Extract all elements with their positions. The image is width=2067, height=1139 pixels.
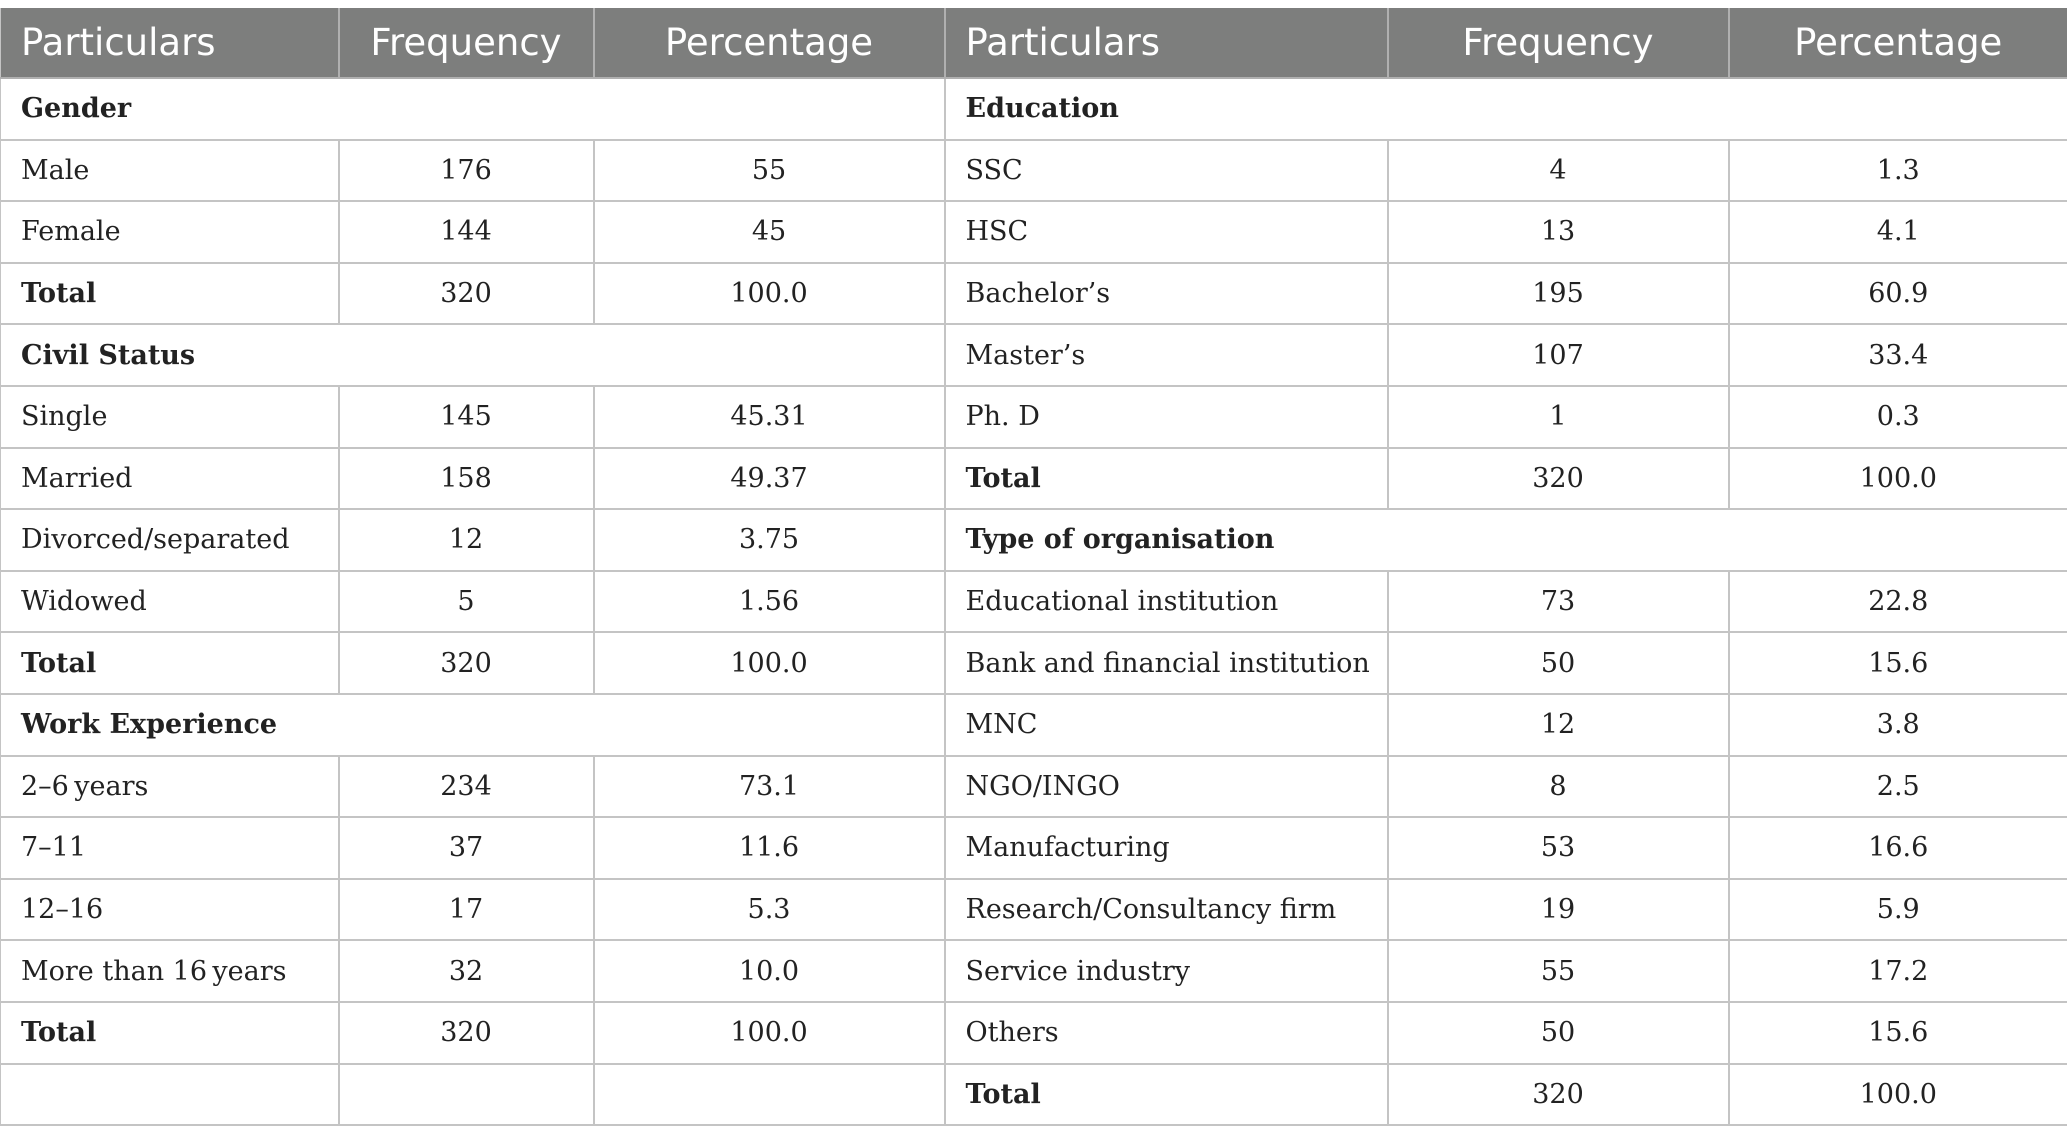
table-row: [1, 448, 2067, 510]
left-empty-cell: [594, 1064, 945, 1126]
header-particulars-right: Particulars: [945, 8, 1388, 78]
left-percentage-cell: 3.75: [594, 509, 945, 571]
right-frequency-cell: 13: [1388, 201, 1729, 263]
left-label-cell: Total: [1, 1002, 339, 1064]
left-label-cell: Total: [1, 632, 339, 694]
left-percentage-cell: 55: [594, 140, 945, 202]
table-row: [1, 386, 2067, 448]
left-frequency-cell: 144: [339, 201, 594, 263]
right-percentage-cell: 16.6: [1729, 817, 2067, 879]
right-percentage-cell: 15.6: [1729, 1002, 2067, 1064]
right-percentage-cell: 15.6: [1729, 632, 2067, 694]
right-frequency-cell: 73: [1388, 571, 1729, 633]
left-section-heading: Work Experience: [1, 694, 945, 756]
left-percentage-cell: 49.37: [594, 448, 945, 510]
right-percentage-cell: 60.9: [1729, 263, 2067, 325]
right-percentage-cell: 100.0: [1729, 448, 2067, 510]
left-frequency-cell: 12: [339, 509, 594, 571]
left-percentage-cell: 100.0: [594, 1002, 945, 1064]
right-label-cell: NGO/INGO: [945, 756, 1388, 818]
right-label-cell: Educational institution: [945, 571, 1388, 633]
right-label-cell: Bank and financial institution: [945, 632, 1388, 694]
left-frequency-cell: 145: [339, 386, 594, 448]
right-percentage-cell: 3.8: [1729, 694, 2067, 756]
left-label-cell: Single: [1, 386, 339, 448]
table-row: [1, 263, 2067, 325]
table-row: [1, 1064, 2067, 1126]
right-label-cell: Total: [945, 448, 1388, 510]
table-row: [1, 940, 2067, 1002]
left-label-cell: Married: [1, 448, 339, 510]
left-empty-cell: [1, 1064, 339, 1126]
right-frequency-cell: 195: [1388, 263, 1729, 325]
left-label-cell: 12–16: [1, 879, 339, 941]
right-label-cell: Master’s: [945, 324, 1388, 386]
left-label-cell: Total: [1, 263, 339, 325]
table-row: [1, 324, 2067, 386]
right-percentage-cell: 100.0: [1729, 1064, 2067, 1126]
header-particulars-left: Particulars: [1, 8, 339, 78]
right-frequency-cell: 55: [1388, 940, 1729, 1002]
header-frequency-left: Frequency: [339, 8, 594, 78]
header-percentage-left: Percentage: [594, 8, 945, 78]
right-frequency-cell: 4: [1388, 140, 1729, 202]
header-frequency-right: Frequency: [1388, 8, 1729, 78]
header-percentage-right: Percentage: [1729, 8, 2067, 78]
left-label-cell: Widowed: [1, 571, 339, 633]
table-row: [1, 201, 2067, 263]
right-label-cell: Bachelor’s: [945, 263, 1388, 325]
left-percentage-cell: 1.56: [594, 571, 945, 633]
left-label-cell: 7–11: [1, 817, 339, 879]
right-frequency-cell: 320: [1388, 1064, 1729, 1126]
demographics-table: [0, 8, 2067, 1126]
left-label-cell: More than 16 years: [1, 940, 339, 1002]
right-label-cell: Total: [945, 1064, 1388, 1126]
left-percentage-cell: 10.0: [594, 940, 945, 1002]
left-frequency-cell: 5: [339, 571, 594, 633]
right-percentage-cell: 22.8: [1729, 571, 2067, 633]
table-row: [1, 879, 2067, 941]
table-row: [1, 817, 2067, 879]
left-percentage-cell: 11.6: [594, 817, 945, 879]
right-label-cell: SSC: [945, 140, 1388, 202]
left-frequency-cell: 320: [339, 632, 594, 694]
table-row: [1, 78, 2067, 140]
right-frequency-cell: 53: [1388, 817, 1729, 879]
right-frequency-cell: 50: [1388, 632, 1729, 694]
table-row: [1, 1002, 2067, 1064]
right-percentage-cell: 0.3: [1729, 386, 2067, 448]
right-percentage-cell: 17.2: [1729, 940, 2067, 1002]
right-frequency-cell: 12: [1388, 694, 1729, 756]
table-row: [1, 694, 2067, 756]
right-section-heading: Education: [945, 78, 2067, 140]
left-empty-cell: [339, 1064, 594, 1126]
right-frequency-cell: 8: [1388, 756, 1729, 818]
left-label-cell: Male: [1, 140, 339, 202]
right-percentage-cell: 1.3: [1729, 140, 2067, 202]
left-section-heading: Gender: [1, 78, 945, 140]
left-percentage-cell: 100.0: [594, 263, 945, 325]
left-frequency-cell: 234: [339, 756, 594, 818]
left-percentage-cell: 100.0: [594, 632, 945, 694]
left-percentage-cell: 73.1: [594, 756, 945, 818]
left-frequency-cell: 32: [339, 940, 594, 1002]
table-row: [1, 140, 2067, 202]
left-label-cell: Divorced/separated: [1, 509, 339, 571]
left-frequency-cell: 320: [339, 1002, 594, 1064]
table-row: [1, 632, 2067, 694]
left-percentage-cell: 45: [594, 201, 945, 263]
right-frequency-cell: 320: [1388, 448, 1729, 510]
right-label-cell: Others: [945, 1002, 1388, 1064]
table-row: [1, 571, 2067, 633]
right-section-heading: Type of organisation: [945, 509, 2067, 571]
left-frequency-cell: 320: [339, 263, 594, 325]
table-row: [1, 756, 2067, 818]
left-percentage-cell: 45.31: [594, 386, 945, 448]
right-frequency-cell: 50: [1388, 1002, 1729, 1064]
left-percentage-cell: 5.3: [594, 879, 945, 941]
left-label-cell: 2–6 years: [1, 756, 339, 818]
right-label-cell: Manufacturing: [945, 817, 1388, 879]
left-frequency-cell: 37: [339, 817, 594, 879]
right-percentage-cell: 2.5: [1729, 756, 2067, 818]
table-body: [1, 78, 2067, 1125]
right-label-cell: Research/Consultancy firm: [945, 879, 1388, 941]
right-label-cell: HSC: [945, 201, 1388, 263]
left-frequency-cell: 17: [339, 879, 594, 941]
right-percentage-cell: 5.9: [1729, 879, 2067, 941]
table-row: [1, 509, 2067, 571]
right-percentage-cell: 33.4: [1729, 324, 2067, 386]
left-frequency-cell: 158: [339, 448, 594, 510]
right-frequency-cell: 107: [1388, 324, 1729, 386]
right-frequency-cell: 19: [1388, 879, 1729, 941]
table-header-row: [1, 8, 2067, 78]
left-section-heading: Civil Status: [1, 324, 945, 386]
left-label-cell: Female: [1, 201, 339, 263]
right-label-cell: Service industry: [945, 940, 1388, 1002]
right-label-cell: Ph. D: [945, 386, 1388, 448]
left-frequency-cell: 176: [339, 140, 594, 202]
right-percentage-cell: 4.1: [1729, 201, 2067, 263]
demographics-table-container: [0, 8, 2067, 1126]
right-label-cell: MNC: [945, 694, 1388, 756]
right-frequency-cell: 1: [1388, 386, 1729, 448]
